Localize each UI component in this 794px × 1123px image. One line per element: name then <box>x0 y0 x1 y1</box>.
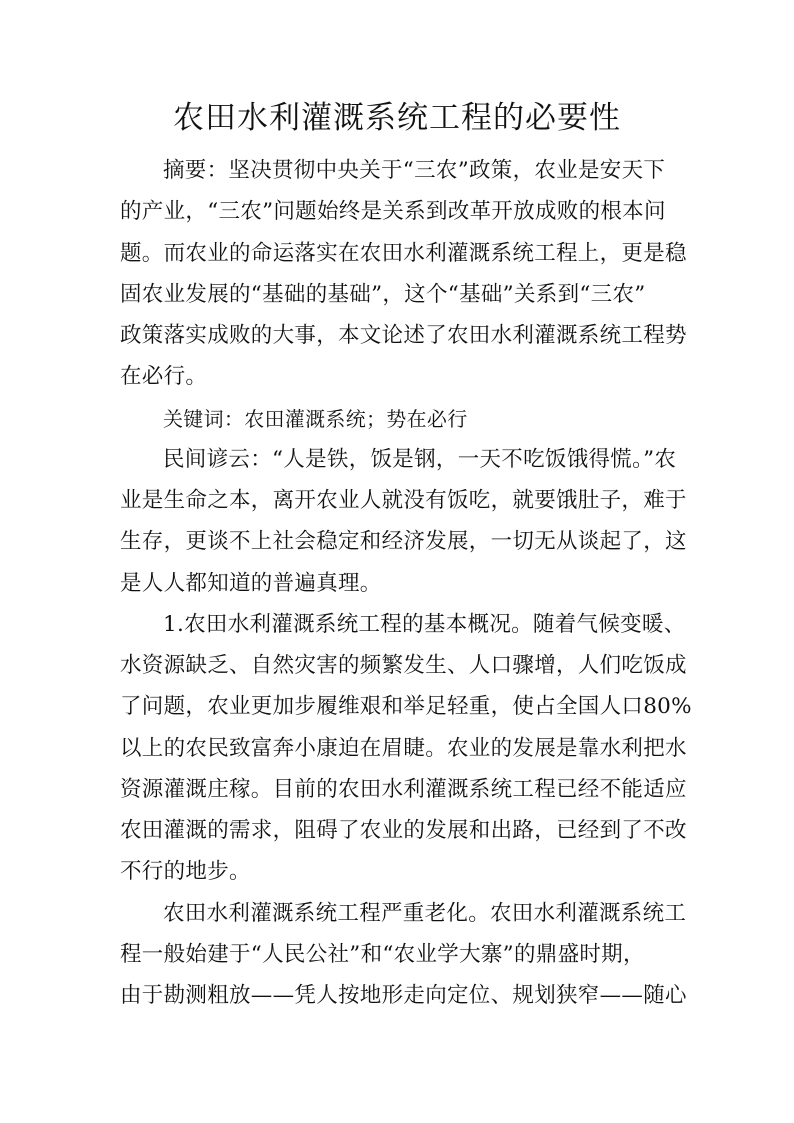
paragraph-line: 是人人都知道的普遍真理。 <box>120 570 382 596</box>
abstract-line: 在必行。 <box>120 364 208 390</box>
abstract-line: 政策落实成败的大事，本文论述了农田水利灌溉系统工程势 <box>120 323 687 348</box>
paragraph-line: 程一般始建于“人民公社”和“农业学大寨”的鼎盛时期， <box>120 941 645 967</box>
paragraph-line: 由于勘测粗放——凭人按地形走向定位、规划狭窄——随心 <box>120 983 687 1008</box>
paragraph-line: 资源灌溉庄稼。目前的农田水利灌溉系统工程已经不能适应 <box>120 776 687 802</box>
section-heading-line: 1.农田水利灌溉系统工程的基本概况。随着气候变暖、 <box>163 611 686 637</box>
abstract-line: 固农业发展的“基础的基础”，这个“基础”关系到“三农” <box>120 281 646 307</box>
paragraph-line: 水资源缺乏、自然灾害的频繁发生、人口骤增，人们吃饭成 <box>120 653 687 678</box>
paragraph-line: 以上的农民致富奔小康迫在眉睫。农业的发展是靠水利把水 <box>120 735 687 761</box>
abstract-line: 摘要：坚决贯彻中央关于“三农”政策，农业是安天下 <box>163 158 666 183</box>
paragraph-line: 不行的地步。 <box>120 859 251 885</box>
paragraph-line: 业是生命之本，离开农业人就没有饭吃，就要饿肚子，难于 <box>120 488 687 513</box>
paragraph-line: 农田水利灌溉系统工程严重老化。农田水利灌溉系统工 <box>163 900 687 926</box>
paragraph-line: 生存，更谈不上社会稳定和经济发展，一切无从谈起了，这 <box>120 529 687 555</box>
abstract-line: 的产业，“三农”问题始终是关系到改革开放成败的根本问 <box>120 199 666 225</box>
paragraph-line: 民间谚云：“人是铁，饭是钢，一天不吃饭饿得慌。”农 <box>163 446 677 472</box>
keywords-line: 关键词：农田灌溉系统；势在必行 <box>163 406 468 431</box>
abstract-line: 题。而农业的命运落实在农田水利灌溉系统工程上，更是稳 <box>120 240 687 266</box>
paragraph-line: 农田灌溉的需求，阻碍了农业的发展和出路，已经到了不改 <box>120 818 687 843</box>
paragraph-line: 了问题，农业更加步履维艰和举足轻重，使占全国人口80% <box>120 694 692 720</box>
document-title: 农田水利灌溉系统工程的必要性 <box>173 100 621 136</box>
document-body <box>120 153 692 1019</box>
